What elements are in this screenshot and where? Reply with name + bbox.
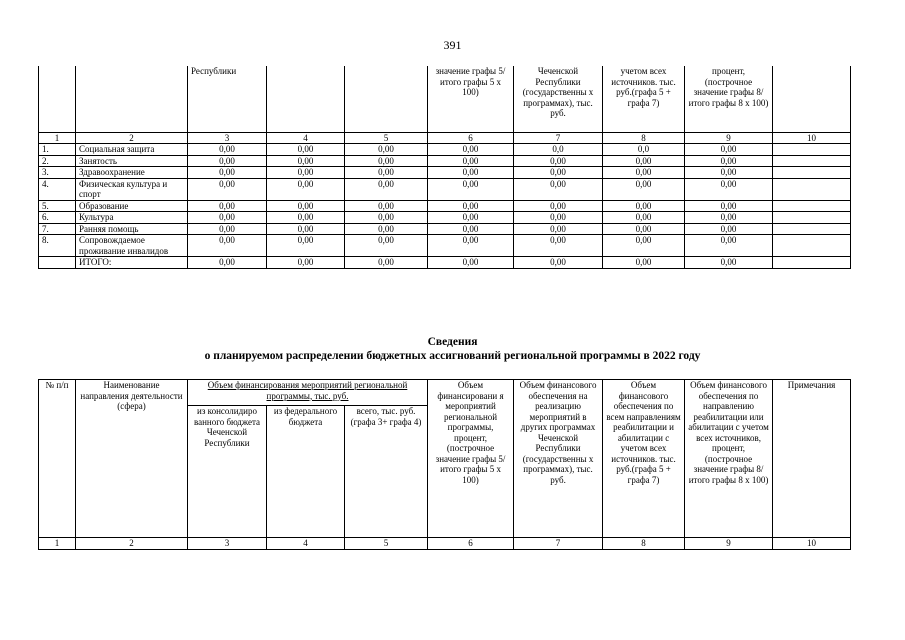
cont-header-cell	[773, 66, 851, 132]
row-value: 0,00	[267, 178, 345, 200]
continued-header-row	[39, 66, 851, 132]
column-number: 3	[188, 538, 267, 550]
cont-header-cell: значение графы 5/ итого графы 5 x 100)	[428, 66, 514, 132]
row-name: Социальная защита	[76, 144, 188, 156]
column-number: 9	[685, 538, 773, 550]
column-number: 6	[428, 538, 514, 550]
row-value: 0,00	[685, 178, 773, 200]
column-number: 8	[603, 538, 685, 550]
row-note	[773, 167, 851, 179]
row-value: 0,00	[514, 212, 603, 224]
table-row	[39, 257, 851, 269]
column-number: 3	[188, 132, 267, 144]
row-value: 0,00	[685, 257, 773, 269]
header-federal-budget: из федерального бюджета	[267, 406, 345, 538]
row-note	[773, 200, 851, 212]
row-value: 0,00	[514, 200, 603, 212]
row-value: 0,00	[267, 223, 345, 235]
row-note	[773, 178, 851, 200]
cont-header-cell: Чеченской Республики (государственны х программах), тыс. руб.	[514, 66, 603, 132]
column-number: 7	[514, 132, 603, 144]
row-value: 0,00	[685, 223, 773, 235]
row-value: 0,0	[514, 144, 603, 156]
row-value: 0,00	[188, 155, 267, 167]
row-value: 0,00	[267, 155, 345, 167]
row-value: 0,00	[685, 235, 773, 257]
column-number-row	[39, 538, 851, 550]
row-number	[39, 257, 76, 269]
row-value: 0,00	[188, 223, 267, 235]
row-value: 0,00	[603, 235, 685, 257]
row-value: 0,00	[267, 167, 345, 179]
row-value: 0,00	[188, 212, 267, 224]
table-row	[39, 212, 851, 224]
row-value: 0,00	[603, 223, 685, 235]
row-number: 3.	[39, 167, 76, 179]
row-number: 8.	[39, 235, 76, 257]
row-value: 0,00	[267, 212, 345, 224]
cont-header-cell	[39, 66, 76, 132]
column-number: 1	[39, 538, 76, 550]
row-value: 0,00	[345, 212, 428, 224]
row-number: 1.	[39, 144, 76, 156]
row-value: 0,00	[188, 178, 267, 200]
row-value: 0,00	[514, 235, 603, 257]
column-number: 2	[76, 132, 188, 144]
column-number: 5	[345, 132, 428, 144]
table-row	[39, 200, 851, 212]
column-number: 4	[267, 132, 345, 144]
row-value: 0,00	[685, 212, 773, 224]
cont-header-cell: Республики	[188, 66, 267, 132]
table-row	[39, 167, 851, 179]
column-number: 2	[76, 538, 188, 550]
cont-header-cell	[345, 66, 428, 132]
table-row	[39, 155, 851, 167]
table-row	[39, 144, 851, 156]
column-number: 10	[773, 538, 851, 550]
row-value: 0,00	[345, 200, 428, 212]
row-name: Культура	[76, 212, 188, 224]
header-all-directions: Объем финансового обеспечения по всем направлениям реабилитации и абилитации с учетом всех источников. тыс. руб.(графа 5 + графа 7)	[603, 380, 685, 538]
column-number: 8	[603, 132, 685, 144]
row-note	[773, 155, 851, 167]
table-row	[39, 178, 851, 200]
header-row	[39, 380, 851, 406]
row-value: 0,00	[514, 155, 603, 167]
row-note	[773, 144, 851, 156]
row-value: 0,00	[345, 235, 428, 257]
header-funding-group: Объем финансирования мероприятий региональной программы, тыс. руб.	[188, 380, 428, 406]
row-note	[773, 223, 851, 235]
row-note	[773, 212, 851, 224]
cont-header-cell: процент, (построчное значение графы 8/ итого графы 8 x 100)	[685, 66, 773, 132]
row-name: Физическая культура и спорт	[76, 178, 188, 200]
row-number: 6.	[39, 212, 76, 224]
header-number: № п/п	[39, 380, 76, 538]
row-name: Занятость	[76, 155, 188, 167]
row-value: 0,00	[428, 155, 514, 167]
row-value: 0,00	[428, 223, 514, 235]
row-value: 0,00	[685, 144, 773, 156]
row-value: 0,00	[428, 167, 514, 179]
section-title: Сведения	[427, 336, 478, 348]
row-value: 0,00	[267, 235, 345, 257]
page-number: 391	[443, 38, 462, 52]
header-total: всего, тыс. руб. (графа 3+ графа 4)	[345, 406, 428, 538]
header-consolidated-budget: из консолидиро ванного бюджета Чеченской Республики	[188, 406, 267, 538]
cont-header-cell	[76, 66, 188, 132]
row-value: 0,00	[345, 257, 428, 269]
table-row	[39, 235, 851, 257]
row-value: 0,00	[514, 223, 603, 235]
row-value: 0,00	[428, 212, 514, 224]
row-value: 0,00	[188, 144, 267, 156]
row-value: 0,00	[603, 178, 685, 200]
header-notes: Примечания	[773, 380, 851, 538]
column-number: 7	[514, 538, 603, 550]
section-subtitle: о планируемом распределении бюджетных ассигнований региональной программы в 2022 году	[204, 350, 701, 362]
assignments-table-continued	[38, 66, 851, 269]
planned-assignments-table	[38, 379, 851, 550]
row-value: 0,00	[514, 257, 603, 269]
row-value: 0,00	[514, 178, 603, 200]
row-value: 0,00	[428, 178, 514, 200]
row-number: 5.	[39, 200, 76, 212]
row-value: 0,00	[603, 200, 685, 212]
row-value: 0,00	[267, 200, 345, 212]
row-name: Сопровождаемое проживание инвалидов	[76, 235, 188, 257]
column-number: 1	[39, 132, 76, 144]
row-number: 7.	[39, 223, 76, 235]
row-value: 0,00	[603, 257, 685, 269]
row-name: Ранняя помощь	[76, 223, 188, 235]
row-note	[773, 235, 851, 257]
table-row	[39, 223, 851, 235]
row-value: 0,00	[603, 212, 685, 224]
column-number-row	[39, 132, 851, 144]
column-number: 4	[267, 538, 345, 550]
row-value: 0,00	[428, 144, 514, 156]
row-value: 0,00	[514, 167, 603, 179]
header-direction: Наименование направления деятельности (сфера)	[76, 380, 188, 538]
row-name: ИТОГО:	[76, 257, 188, 269]
row-name: Образование	[76, 200, 188, 212]
row-value: 0,00	[345, 223, 428, 235]
row-value: 0,00	[685, 200, 773, 212]
row-value: 0,00	[267, 257, 345, 269]
row-number: 2.	[39, 155, 76, 167]
row-value: 0,00	[188, 257, 267, 269]
row-name: Здравоохранение	[76, 167, 188, 179]
row-value: 0,00	[428, 257, 514, 269]
row-value: 0,00	[603, 155, 685, 167]
row-value: 0,00	[428, 200, 514, 212]
row-value: 0,00	[603, 167, 685, 179]
column-number: 5	[345, 538, 428, 550]
header-funding-percent: Объем финансировани я мероприятий региональной программы, процент, (построчное значение графы 5/ итого графы 5 x 100)	[428, 380, 514, 538]
column-number: 9	[685, 132, 773, 144]
row-number: 4.	[39, 178, 76, 200]
row-value: 0,00	[428, 235, 514, 257]
row-value: 0,00	[685, 155, 773, 167]
row-note	[773, 257, 851, 269]
cont-header-cell	[267, 66, 345, 132]
header-direction-percent: Объем финансового обеспечения по направлению реабилитации или абилитации с учетом всех источников, процент, (построчное значение графы 8/ итого графы 8 x 100)	[685, 380, 773, 538]
row-value: 0,00	[685, 167, 773, 179]
row-value: 0,00	[188, 167, 267, 179]
row-value: 0,0	[603, 144, 685, 156]
row-value: 0,00	[267, 144, 345, 156]
row-value: 0,00	[345, 155, 428, 167]
header-other-programs: Объем финансового обеспечения на реализацию мероприятий в других программах Чеченской Республики (государственны х программах), тыс. руб.	[514, 380, 603, 538]
row-value: 0,00	[345, 178, 428, 200]
column-number: 10	[773, 132, 851, 144]
row-value: 0,00	[188, 235, 267, 257]
row-value: 0,00	[345, 144, 428, 156]
cont-header-cell: учетом всех источников. тыс. руб.(графа 5 + графа 7)	[603, 66, 685, 132]
row-value: 0,00	[345, 167, 428, 179]
column-number: 6	[428, 132, 514, 144]
row-value: 0,00	[188, 200, 267, 212]
